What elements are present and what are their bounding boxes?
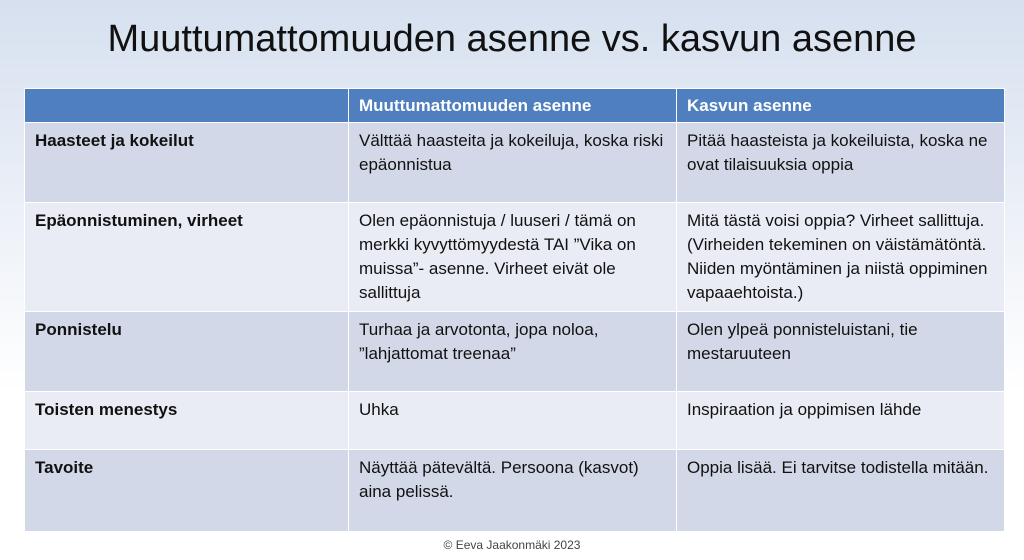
header-empty: [25, 89, 349, 123]
fixed-cell: Uhka: [349, 392, 677, 450]
copyright-footer: © Eeva Jaakonmäki 2023: [443, 538, 581, 552]
table-row: [25, 392, 1005, 450]
row-label: Toisten menestys: [25, 392, 349, 450]
fixed-cell: Turhaa ja arvotonta, jopa noloa, ”lahjattomat treenaa”: [349, 312, 677, 392]
table-row: [25, 123, 1005, 203]
row-label: Haasteet ja kokeilut: [25, 123, 349, 203]
growth-cell: Pitää haasteista ja kokeiluista, koska ne ovat tilaisuuksia oppia: [677, 123, 1005, 203]
table-row: [25, 203, 1005, 312]
header-fixed-mindset: Muuttumattomuuden asenne: [349, 89, 677, 123]
header-growth-mindset: Kasvun asenne: [677, 89, 1005, 123]
row-label: Tavoite: [25, 450, 349, 532]
growth-cell: Olen ylpeä ponnisteluistani, tie mestaruuteen: [677, 312, 1005, 392]
table-header-row: [25, 89, 1005, 123]
growth-cell: Inspiraation ja oppimisen lähde: [677, 392, 1005, 450]
fixed-cell: Näyttää pätevältä. Persoona (kasvot) aina pelissä.: [349, 450, 677, 532]
row-label: Epäonnistuminen, virheet: [25, 203, 349, 312]
growth-cell: Mitä tästä voisi oppia? Virheet sallittuja. (Virheiden tekeminen on väistämätöntä. Niiden myöntäminen ja niistä oppiminen vapaaehtoista.): [677, 203, 1005, 312]
table-row: [25, 450, 1005, 532]
fixed-cell: Olen epäonnistuja / luuseri / tämä on merkki kyvyttömyydestä TAI ”Vika on muissa”- asenne. Virheet eivät ole sallittuja: [349, 203, 677, 312]
comparison-table: [24, 88, 1005, 532]
page-title: Muuttumattomuuden asenne vs. kasvun asenne: [107, 18, 917, 60]
fixed-cell: Välttää haasteita ja kokeiluja, koska riski epäonnistua: [349, 123, 677, 203]
row-label: Ponnistelu: [25, 312, 349, 392]
table-row: [25, 312, 1005, 392]
growth-cell: Oppia lisää. Ei tarvitse todistella mitään.: [677, 450, 1005, 532]
